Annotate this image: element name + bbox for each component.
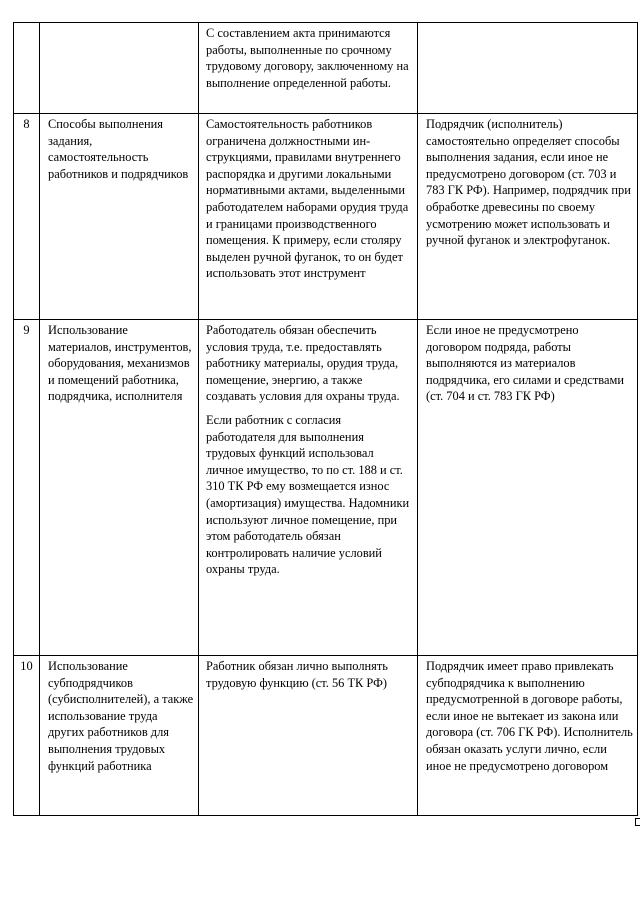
cell-paragraph: Если работник с согласия работодателя для выполнения трудовых функций использовал личное имущество, то по ст. 188 и ст. 310 ТК РФ ему возмещается износ (амортизация) имущества. Надомники используют личное помещение, при этом работодатель обязан контролировать наличие условий охраны труда. [206, 412, 410, 577]
criterion-cell [40, 23, 199, 114]
cell-paragraph: Самостоятельность работников ограничена должностными инструкциями, правилами внутреннего распорядка и другими локальными нормативными актами, выделенными работодателем наборами орудия труда и границами производственного помещения. К примеру, если столяру выделен ручной фуганок, то он будет использовать этот инструмент [206, 117, 409, 281]
table-row [14, 656, 638, 816]
cell-paragraph: Подрядчик имеет право привлекать субподрядчика к выполнению предусмотренной в договоре работы, если иное не вытекает из закона или договора (ст. 706 ГК РФ). Исполнитель обязан оказать услуги лично, если иное не предусмотрено договором [426, 659, 633, 773]
civil-contract-cell [418, 23, 638, 114]
row-number: 10 [14, 656, 40, 816]
row-number: 8 [14, 114, 40, 320]
civil-contract-cell [418, 114, 638, 320]
civil-contract-cell [418, 656, 638, 816]
table-row [14, 114, 638, 320]
comparison-table [13, 22, 638, 816]
employment-contract-cell [199, 23, 418, 114]
cell-paragraph: С составлением акта принимаются работы, выполненные по срочному трудовому договору, заключенному на выполнение определенной работы. [206, 26, 409, 90]
cell-paragraph: Работодатель обязан обеспечить условия труда, т.е. предоставлять работнику материалы, орудия труда, помещение, энергию, а также создавать условия для охраны труда. [206, 323, 400, 404]
table-row [14, 23, 638, 114]
cell-paragraph: Работник обязан лично выполнять трудовую функцию (ст. 56 ТК РФ) [206, 659, 388, 690]
employment-contract-cell [199, 656, 418, 816]
cell-paragraph: Если иное не предусмотрено договором подряда, работы выполняются из материалов подрядчика, его силами и средствами [426, 323, 624, 387]
page-edge-mark [635, 818, 640, 826]
table-row [14, 320, 638, 656]
row-number: 9 [14, 320, 40, 656]
cell-paragraph: Подрядчик (исполнитель) самостоятельно определяет способы выполнения задания, если иное не предусмотрено договором (ст. 703 и 783 ГК РФ). Например, подрядчик при обработке древесины по своему усмотрению может использовать и ручной фуганок и электрофуганок. [426, 117, 631, 248]
employment-contract-cell [199, 114, 418, 320]
criterion-cell: Использование субподрядчиков (субисполнителей), а также использование труда других работников для выполнения трудовых функций работника [40, 656, 199, 816]
cell-paragraph: (ст. 704 и ст. 783 ГК РФ) [426, 389, 555, 404]
criterion-cell: Способы выполнения задания, самостоятельность работников и подрядчиков [40, 114, 199, 320]
criterion-cell: Использование материалов, инструментов, оборудования, механизмов и помещений работника, подрядчика, исполнителя [40, 320, 199, 656]
civil-contract-cell [418, 320, 638, 656]
employment-contract-cell [199, 320, 418, 656]
row-number [14, 23, 40, 114]
